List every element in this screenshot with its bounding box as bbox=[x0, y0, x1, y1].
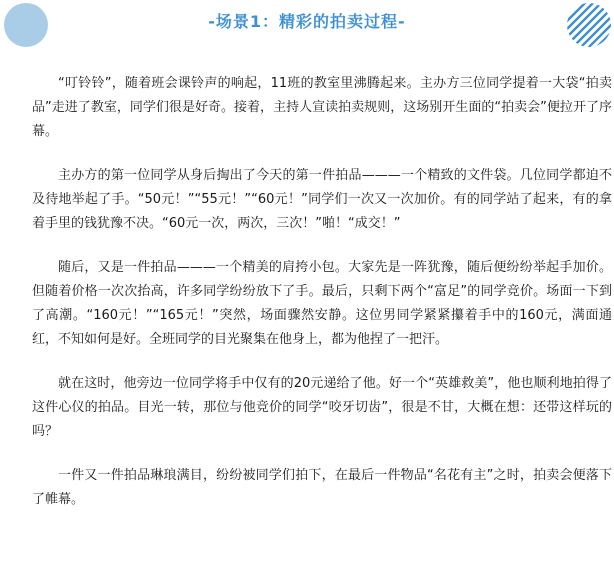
paragraph-2: 主办方的第一位同学从身后掏出了今天的第一件拍品———一个精致的文件袋。几位同学都迫不及待地举起了手。“50元！”“55元！”“60元！”同学们一次又一次加价。有的同学站了起来，有的拿着手里的钱犹豫不决。“60元一次，两次，三次！”啪！“成交！” bbox=[32, 168, 612, 231]
paragraph-5: 一件又一件拍品琳琅满目，纷纷被同学们拍下，在最后一件物品“名花有主”之时，拍卖会便落下了帷幕。 bbox=[32, 468, 612, 507]
page-title: -场景1：精彩的拍卖过程- bbox=[208, 12, 406, 31]
paragraph-4: 就在这时，他旁边一位同学将手中仅有的20元递给了他。好一个“英雄救美”，他也顺利地拍得了这件心仪的拍品。目光一转，那位与他竞价的同学“咬牙切齿”，很是不甘，大概在想：还带这样玩的吗？ bbox=[32, 376, 612, 439]
article-body bbox=[32, 72, 612, 532]
paragraph-1: “叮铃铃”，随着班会课铃声的响起，11班的教室里沸腾起来。主办方三位同学提着一大袋“拍卖品”走进了教室，同学们很是好奇。接着，主持人宣读拍卖规则，这场别开生面的“拍卖会”便拉开了序幕。 bbox=[32, 76, 612, 139]
paragraph-3: 随后，又是一件拍品———一个精美的肩挎小包。大家先是一阵犹豫，随后便纷纷举起手加价。但随着价格一次次抬高，许多同学纷纷放下了手。最后，只剩下两个“富足”的同学竞价。场面一下到了高潮。“160元！”“165元！”突然，场面骤然安静。这位男同学紧紧攥着手中的160元，满面通红，不知如何是好。全班同学的目光聚集在他身上，都为他捏了一把汗。 bbox=[32, 260, 612, 347]
